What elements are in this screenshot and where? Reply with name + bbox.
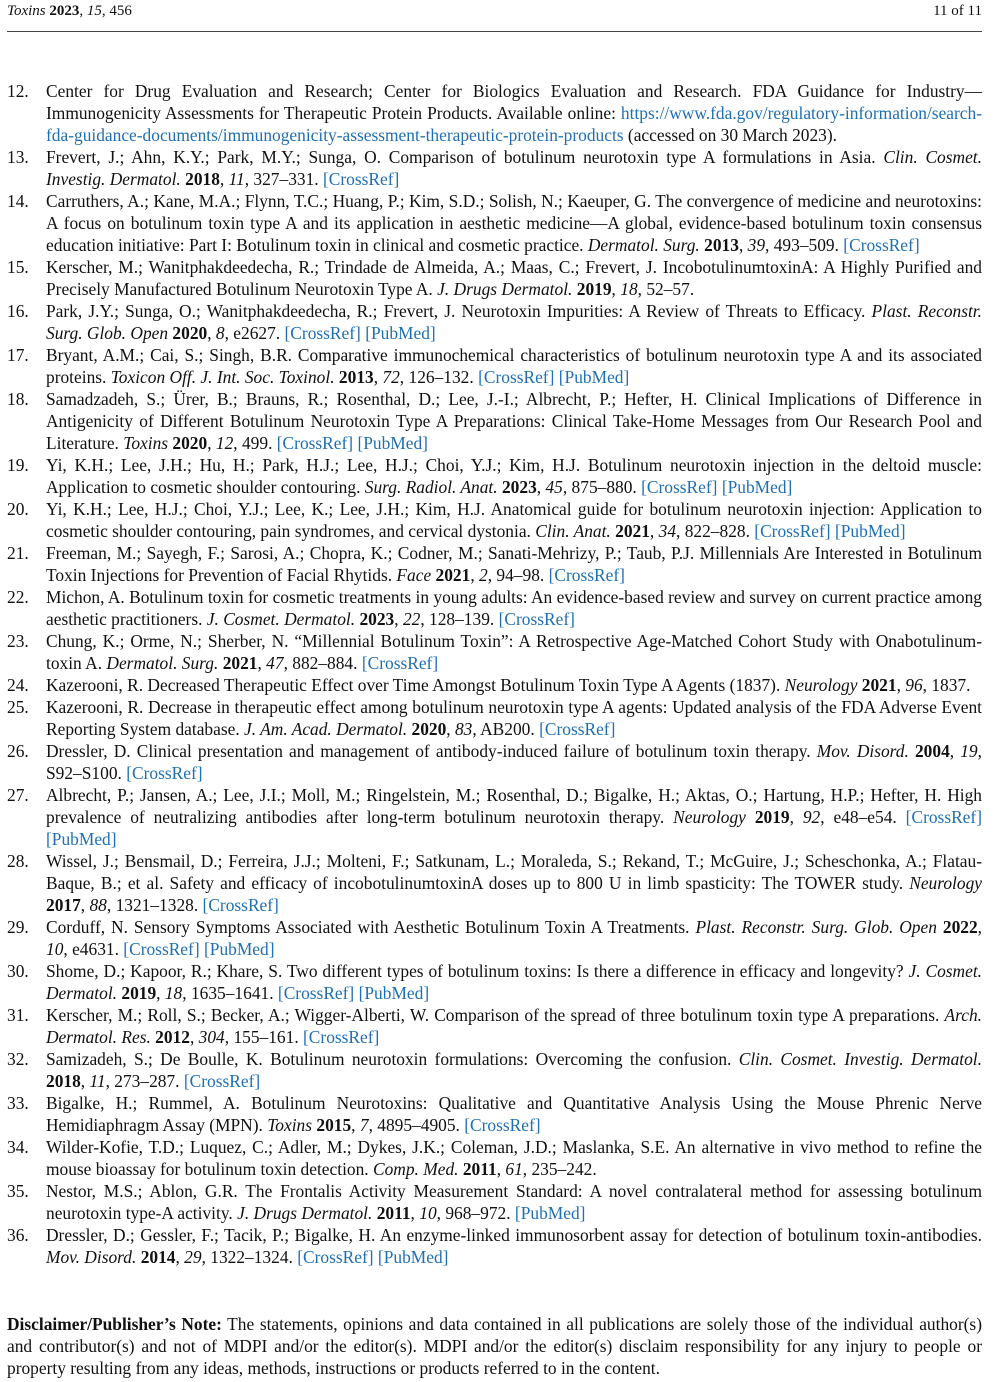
reference-segment: Frevert, J.; Ahn, K.Y.; Park, M.Y.; Sunga, O. Comparison of botulinum neurotoxin type A formulations in Asia. <box>46 147 884 167</box>
reference-segment: , <box>394 609 403 629</box>
reference-text <box>46 80 982 146</box>
journal-title: Dermatol. Surg. <box>587 235 700 255</box>
journal-title: Neurology <box>673 807 746 827</box>
crossref-link[interactable]: [CrossRef] <box>905 807 982 827</box>
reference-segment: , 155–161. <box>224 1027 304 1047</box>
reference-segment: , 128–139. <box>420 609 499 629</box>
journal-title: 34 <box>658 521 677 541</box>
reference-text <box>46 454 982 498</box>
url-link[interactable]: https://www.fda.gov/regulatory-information/search-fda-guidance-documents/immunogenicity-assessment-therapeutic-protein-products <box>46 103 982 145</box>
reference-segment: Samizadeh, S.; De Boulle, K. Botulinum neurotoxin formulations: Overcoming the confusion. <box>46 1049 739 1069</box>
pubmed-link[interactable]: [PubMed] <box>365 323 436 343</box>
crossref-link[interactable]: [CrossRef] <box>548 565 625 585</box>
journal-title: 29 <box>184 1247 202 1267</box>
journal-title: 18 <box>620 279 638 299</box>
reference-segment: Chung, K.; Orme, N.; Sherber, N. “Millennial Botulinum Toxin”: A Retrospective Age-Matched Cohort Study with Onabotulinum-toxin A. <box>46 631 982 673</box>
reference-segment: , 126–132. <box>399 367 479 387</box>
journal-title: 96 <box>905 675 923 695</box>
reference-segment: Dressler, D.; Gessler, F.; Tacik, P.; Bigalke, H. An enzyme-linked immunosorbent assay for detection of botulinum toxin-antibodies. <box>46 1225 982 1245</box>
publication-year: 2018 <box>46 1071 81 1091</box>
reference-segment: , <box>977 917 983 937</box>
reference-segment: Dressler, D. Clinical presentation and management of antibody-induced failure of botulinum toxin therapy. <box>46 741 817 761</box>
reference-segment: Shome, D.; Kapoor, R.; Khare, S. Two different types of botulinum toxins: Is there a difference in efficacy and longevity? <box>46 961 909 981</box>
crossref-link[interactable]: [CrossRef] <box>123 939 200 959</box>
reference-number: 16. <box>7 301 29 321</box>
reference-segment: Yi, K.H.; Lee, H.J.; Choi, Y.J.; Lee, K.; Lee, J.H.; Kim, H.J. Anatomical guide for botulinum neurotoxin injection: Application to cosmetic shoulder contouring, pain syndromes, and cervical dystonia. <box>46 499 982 541</box>
journal-title: Face <box>396 565 432 585</box>
journal-title: 10 <box>419 1203 437 1223</box>
reference-segment: , AB200. <box>472 719 540 739</box>
reference-text <box>46 784 982 850</box>
reference-number: 13. <box>7 147 29 167</box>
reference-segment: , e4631. <box>63 939 124 959</box>
reference-item <box>7 454 982 498</box>
reference-text <box>46 960 982 1004</box>
disclaimer-text: The statements, opinions and data contained in all publications are solely those of the individual author(s) and contributor(s) and not of MDPI and/or the editor(s). MDPI and/or the editor(s) disclaim responsibility for any injury to people or property resulting from any ideas, methods, instructions or products referred to in the content. <box>7 1314 982 1378</box>
reference-segment: , 94–98. <box>487 565 549 585</box>
crossref-link[interactable]: [CrossRef] <box>126 763 203 783</box>
journal-title: 39 <box>747 235 766 255</box>
journal-title: Neurology <box>909 873 982 893</box>
crossref-link[interactable]: [CrossRef] <box>183 1071 261 1091</box>
reference-segment: , 327–331. <box>244 169 323 189</box>
reference-segment: , 493–509. <box>765 235 844 255</box>
reference-item <box>7 1048 982 1092</box>
crossref-link[interactable]: [CrossRef] <box>297 1247 374 1267</box>
reference-segment: , <box>175 1247 185 1267</box>
reference-text <box>46 1136 982 1180</box>
reference-number: 30. <box>7 961 29 981</box>
reference-item <box>7 1136 982 1180</box>
pubmed-link[interactable]: [PubMed] <box>558 367 630 387</box>
journal-title: J. Am. Acad. Dermatol. <box>244 719 408 739</box>
reference-number: 32. <box>7 1049 29 1069</box>
publication-year: 2018 <box>185 169 220 189</box>
reference-text <box>46 344 982 388</box>
pubmed-link[interactable]: [PubMed] <box>377 1247 449 1267</box>
reference-segment: , <box>496 1159 506 1179</box>
reference-text <box>46 388 982 454</box>
journal-title: 10 <box>46 939 64 959</box>
reference-item <box>7 784 982 850</box>
publication-year: 2011 <box>462 1159 497 1179</box>
reference-segment: , <box>219 169 229 189</box>
publication-year: 2020 <box>172 323 208 343</box>
reference-item <box>7 498 982 542</box>
publication-year: 2017 <box>46 895 81 915</box>
publication-year: 2015 <box>316 1115 352 1135</box>
journal-title: J. Drugs Dermatol. <box>437 279 573 299</box>
reference-segment: , S92–S100. <box>46 741 982 783</box>
journal-title: 19 <box>960 741 978 761</box>
publication-year: 2011 <box>376 1203 411 1223</box>
journal-title: J. Drugs Dermatol. <box>237 1203 373 1223</box>
reference-item <box>7 1180 982 1224</box>
reference-number: 34. <box>7 1137 29 1157</box>
crossref-link[interactable]: [CrossRef] <box>284 323 361 343</box>
reference-item <box>7 300 982 344</box>
reference-text <box>46 1180 982 1224</box>
journal-title: Mov. Disord. <box>46 1247 137 1267</box>
reference-item <box>7 146 982 190</box>
reference-segment: , <box>207 433 216 453</box>
journal-title: 72 <box>382 367 400 387</box>
crossref-link[interactable]: [CrossRef] <box>754 521 831 541</box>
publication-year: 2021 <box>615 521 650 541</box>
reference-segment: , <box>738 235 748 255</box>
article-number: 456 <box>109 3 132 19</box>
reference-segment: , e2627. <box>224 323 285 343</box>
journal-title: Toxicon Off. J. Int. Soc. Toxinol. <box>110 367 335 387</box>
journal-name: Toxins <box>7 3 46 19</box>
reference-segment: Corduff, N. Sensory Symptoms Associated with Aesthetic Botulinum Toxin A Treatments. <box>46 917 696 937</box>
reference-number: 23. <box>7 631 29 651</box>
reference-item <box>7 256 982 300</box>
reference-item <box>7 586 982 630</box>
reference-text <box>46 1048 982 1092</box>
journal-title: Plast. Reconstr. Surg. Glob. Open <box>46 301 982 343</box>
publication-year: 2019 <box>121 983 157 1003</box>
header-divider <box>7 31 982 32</box>
reference-segment: Yi, K.H.; Lee, J.H.; Hu, H.; Park, H.J.; Lee, H.J.; Choi, Y.J.; Kim, H.J. Botulinum neurotoxin injection in the deltoid muscle: Application to cosmetic shoulder contouring. <box>46 455 982 497</box>
reference-item <box>7 740 982 784</box>
reference-segment: (accessed on 30 March 2023). <box>623 125 838 145</box>
reference-text <box>46 916 982 960</box>
reference-segment: , <box>611 279 621 299</box>
journal-title: 83 <box>454 719 473 739</box>
reference-number: 36. <box>7 1225 29 1245</box>
reference-number: 26. <box>7 741 29 761</box>
journal-title: 11 <box>89 1071 106 1091</box>
reference-list <box>7 80 982 1268</box>
reference-segment: , 52–57. <box>637 279 695 299</box>
publication-year: 2021 <box>222 653 258 673</box>
reference-segment: , 273–287. <box>105 1071 184 1091</box>
reference-item <box>7 1092 982 1136</box>
reference-text <box>46 1004 982 1048</box>
reference-segment: , <box>446 719 455 739</box>
publication-year: 2013 <box>338 367 374 387</box>
reference-item <box>7 80 982 146</box>
reference-number: 21. <box>7 543 29 563</box>
reference-segment: Park, J.Y.; Sunga, O.; Wanitphakdeedecha, R.; Frevert, J. Neurotoxin Impurities: A Review of Threats to Efficacy. <box>46 301 872 321</box>
reference-text <box>46 1224 982 1268</box>
reference-segment: , <box>470 565 480 585</box>
crossref-link[interactable]: [CrossRef] <box>361 653 439 673</box>
journal-title: Arch. Dermatol. Res. <box>46 1005 982 1047</box>
publication-year: 2023 <box>501 477 537 497</box>
crossref-link[interactable]: [CrossRef] <box>276 433 354 453</box>
crossref-link[interactable]: [CrossRef] <box>843 235 920 255</box>
publication-year: 2021 <box>435 565 471 585</box>
publication-year: 2019 <box>754 807 790 827</box>
reference-text <box>46 190 982 256</box>
journal-title: 88 <box>89 895 107 915</box>
pubmed-link[interactable]: [PubMed] <box>514 1203 586 1223</box>
disclaimer <box>7 1313 982 1379</box>
publication-year: 2020 <box>172 433 208 453</box>
reference-segment: Bryant, A.M.; Cai, S.; Singh, B.R. Comparative immunochemical characteristics of botulinum neurotoxin type A and its associated proteins. <box>46 345 982 387</box>
reference-number: 35. <box>7 1181 29 1201</box>
reference-segment: Bigalke, H.; Rummel, A. Botulinum Neurotoxins: Qualitative and Quantitative Analysis Using the Mouse Phrenic Nerve Hemidiaphragm Assay (MPN). <box>46 1093 982 1135</box>
disclaimer-label: Disclaimer/Publisher’s Note: <box>7 1314 222 1334</box>
reference-text <box>46 850 982 916</box>
reference-item <box>7 388 982 454</box>
journal-title: 11 <box>228 169 245 189</box>
crossref-link[interactable]: [CrossRef] <box>202 895 279 915</box>
reference-segment: , 822–828. <box>676 521 755 541</box>
journal-title: Dermatol. Surg. <box>106 653 219 673</box>
journal-title: Toxins <box>123 433 169 453</box>
pubmed-link[interactable]: [PubMed] <box>203 939 275 959</box>
reference-segment: , <box>80 895 90 915</box>
reference-segment: Wissel, J.; Bensmail, D.; Ferreira, J.J.; Molteni, F.; Satkunam, L.; Moraleda, S.; Rekand, T.; McGuire, J.; Scheschonka, A.; Flatau-Baque, B.; et al. Safety and efficacy of incobotulinumtoxinA doses up to 800 U in limb spasticity: The TOWER study. <box>46 851 982 893</box>
journal-title: 47 <box>266 653 284 673</box>
reference-number: 19. <box>7 455 29 475</box>
reference-number: 27. <box>7 785 29 805</box>
publication-year: 2014 <box>140 1247 176 1267</box>
journal-title: 7 <box>359 1115 369 1135</box>
reference-item <box>7 1224 982 1268</box>
reference-segment: , <box>649 521 659 541</box>
journal-title: Clin. Cosmet. Investig. Dermatol. <box>738 1049 982 1069</box>
crossref-link[interactable]: [CrossRef] <box>464 1115 541 1135</box>
reference-number: 14. <box>7 191 29 211</box>
reference-segment: Michon, A. Botulinum toxin for cosmetic treatments in young adults: An evidence-based review and survey on current practice among aesthetic practitioners. <box>46 587 982 629</box>
crossref-link[interactable]: [CrossRef] <box>478 367 555 387</box>
reference-segment: Nestor, M.S.; Ablon, G.R. The Frontalis Activity Measurement Standard: A novel contralateral method for assessing botulinum neurotoxin type-A activity. <box>46 1181 982 1223</box>
journal-title: 18 <box>164 983 183 1003</box>
reference-segment: , <box>156 983 165 1003</box>
reference-segment: , <box>536 477 546 497</box>
publication-year: 2013 <box>704 235 739 255</box>
reference-segment: , <box>189 1027 199 1047</box>
journal-title: 22 <box>402 609 421 629</box>
reference-segment: , 4895–4905. <box>368 1115 465 1135</box>
journal-title: Clin. Anat. <box>535 521 611 541</box>
reference-segment: , <box>257 653 267 673</box>
journal-title: 8 <box>215 323 225 343</box>
reference-item <box>7 916 982 960</box>
reference-item <box>7 850 982 916</box>
crossref-link[interactable]: [CrossRef] <box>539 719 616 739</box>
journal-title: J. Cosmet. Dermatol. <box>46 961 982 1003</box>
reference-text <box>46 300 982 344</box>
reference-item <box>7 960 982 1004</box>
reference-number: 25. <box>7 697 29 717</box>
reference-text <box>46 542 982 586</box>
journal-title: 45 <box>545 477 563 497</box>
reference-segment: , 968–972. <box>436 1203 515 1223</box>
reference-text <box>46 696 982 740</box>
reference-segment: Samadzadeh, S.; Ürer, B.; Brauns, R.; Rosenthal, D.; Lee, J.-I.; Albrecht, P.; Hefter, H. Clinical Implications of Difference in Antigenicity of Different Botulinum Neurotoxin Type A Preparations: Clinical Take-Home Messages from Our Research Pool and Literature. <box>46 389 982 453</box>
reference-segment: , 875–880. <box>562 477 642 497</box>
reference-segment: , 235–242. <box>522 1159 597 1179</box>
crossref-link[interactable]: [CrossRef] <box>277 983 355 1003</box>
reference-segment: Kazerooni, R. Decrease in therapeutic effect among botulinum neurotoxin type A agents: Updated analysis of the FDA Adverse Event Reporting System database. <box>46 697 982 739</box>
journal-title: Comp. Med. <box>373 1159 459 1179</box>
journal-title: Plast. Reconstr. Surg. Glob. Open <box>695 917 937 937</box>
journal-title: Surg. Radiol. Anat. <box>364 477 498 497</box>
journal-citation: Toxins 2023, 15, 456 <box>7 3 132 19</box>
pubmed-link[interactable]: [PubMed] <box>834 521 906 541</box>
reference-segment: , <box>351 1115 360 1135</box>
journal-title: 304 <box>198 1027 225 1047</box>
reference-text <box>46 674 982 696</box>
reference-segment <box>746 807 755 827</box>
reference-number: 29. <box>7 917 29 937</box>
reference-segment: , 1837. <box>922 675 971 695</box>
reference-segment: , <box>410 1203 420 1223</box>
journal-title: 92 <box>802 807 821 827</box>
reference-item <box>7 190 982 256</box>
publication-year: 2020 <box>411 719 447 739</box>
reference-item <box>7 344 982 388</box>
reference-segment: , <box>789 807 803 827</box>
reference-segment: , 882–884. <box>283 653 362 673</box>
running-header <box>7 3 982 23</box>
journal-title: 61 <box>505 1159 523 1179</box>
reference-item <box>7 630 982 674</box>
publication-year: 2022 <box>942 917 978 937</box>
reference-text <box>46 1092 982 1136</box>
crossref-link[interactable]: [CrossRef] <box>641 477 718 497</box>
pubmed-link[interactable]: [PubMed] <box>357 433 428 453</box>
reference-segment: , <box>207 323 216 343</box>
reference-segment: Center for Drug Evaluation and Research; Center for Biologics Evaluation and Research. FDA Guidance for Industry—Immunogenicity Assessments for Therapeutic Protein Products. Available online: <box>46 81 982 123</box>
reference-number: 31. <box>7 1005 29 1025</box>
reference-segment: Kerscher, M.; Roll, S.; Becker, A.; Wigger-Alberti, W. Comparison of the spread of three botulinum toxin type A preparations. <box>46 1005 945 1025</box>
pubmed-link[interactable]: [PubMed] <box>46 829 117 849</box>
reference-segment: , <box>80 1071 90 1091</box>
journal-volume: 15 <box>86 3 102 19</box>
crossref-link[interactable]: [CrossRef] <box>322 169 400 189</box>
reference-text <box>46 256 982 300</box>
reference-segment: , 1322–1324. <box>201 1247 298 1267</box>
pubmed-link[interactable]: [PubMed] <box>721 477 793 497</box>
reference-segment: Carruthers, A.; Kane, M.A.; Flynn, T.C.; Huang, P.; Kim, S.D.; Solish, N.; Kaeuper, G. The convergence of medicine and neurotoxins: A focus on botulinum toxin type A and its application in aesthetic medicine—A global, evidence-based botulinum toxin consensus education initiative: Part I: Botulinum toxin in clinical and cosmetic practice. <box>46 191 982 255</box>
publication-year: 2012 <box>155 1027 190 1047</box>
reference-text <box>46 630 982 674</box>
pubmed-link[interactable]: [PubMed] <box>358 983 430 1003</box>
reference-number: 15. <box>7 257 29 277</box>
journal-title: Mov. Disord. <box>816 741 909 761</box>
reference-item <box>7 542 982 586</box>
publication-year: 2023 <box>359 609 395 629</box>
reference-number: 17. <box>7 345 29 365</box>
journal-year: 2023 <box>49 3 80 19</box>
reference-segment: , <box>373 367 383 387</box>
publication-year: 2019 <box>576 279 612 299</box>
reference-text <box>46 146 982 190</box>
journal-title: Clin. Cosmet. Investig. Dermatol. <box>46 147 982 189</box>
reference-number: 18. <box>7 389 29 409</box>
reference-segment: Albrecht, P.; Jansen, A.; Lee, J.I.; Moll, M.; Ringelstein, M.; Rosenthal, D.; Bigalke, H.; Aktas, O.; Hartung, H.P.; Hefter, H. High prevalence of neutralizing antibodies after long-term botulinum neurotoxin therapy. <box>46 785 982 827</box>
journal-title: 2 <box>479 565 488 585</box>
crossref-link[interactable]: [CrossRef] <box>303 1027 380 1047</box>
reference-text <box>46 498 982 542</box>
crossref-link[interactable]: [CrossRef] <box>498 609 575 629</box>
reference-segment: , 1321–1328. <box>106 895 203 915</box>
reference-number: 12. <box>7 81 29 101</box>
reference-number: 20. <box>7 499 29 519</box>
publication-year: 2021 <box>861 675 897 695</box>
reference-number: 24. <box>7 675 29 695</box>
reference-number: 33. <box>7 1093 29 1113</box>
journal-title: J. Cosmet. Dermatol. <box>206 609 356 629</box>
reference-segment: Kerscher, M.; Wanitphakdeedecha, R.; Trindade de Almeida, A.; Maas, C.; Frevert, J. IncobotulinumtoxinA: A Highly Purified and Precisely Manufactured Botulinum Neurotoxin Type A. <box>46 257 982 299</box>
journal-title: 12 <box>215 433 234 453</box>
reference-text <box>46 586 982 630</box>
reference-segment: , <box>896 675 906 695</box>
journal-title: Toxins <box>267 1115 313 1135</box>
journal-title: Neurology <box>784 675 858 695</box>
reference-segment: , <box>949 741 961 761</box>
reference-item <box>7 674 982 696</box>
reference-number: 28. <box>7 851 29 871</box>
page-number: 11 of 11 <box>933 3 982 19</box>
reference-item <box>7 696 982 740</box>
reference-segment: Wilder-Kofie, T.D.; Luquez, C.; Adler, M.; Dykes, J.K.; Coleman, J.D.; Maslanka, S.E. An alternative in vivo method to refine the mouse bioassay for botulinum toxin detection. <box>46 1137 982 1179</box>
reference-segment: Kazerooni, R. Decreased Therapeutic Effect over Time Amongst Botulinum Toxin Type A Agents (1837). <box>46 675 785 695</box>
reference-segment: Freeman, M.; Sayegh, F.; Sarosi, A.; Chopra, K.; Codner, M.; Sanati-Mehrizy, P.; Taub, P.J. Millennials Are Interested in Botulinum Toxin Injections for Prevention of Facial Rhytids. <box>46 543 982 585</box>
reference-segment: , e48–e54. <box>820 807 906 827</box>
reference-item <box>7 1004 982 1048</box>
reference-number: 22. <box>7 587 29 607</box>
reference-segment: , 499. <box>233 433 277 453</box>
publication-year: 2004 <box>914 741 950 761</box>
reference-segment: , 1635–1641. <box>182 983 278 1003</box>
reference-text <box>46 740 982 784</box>
